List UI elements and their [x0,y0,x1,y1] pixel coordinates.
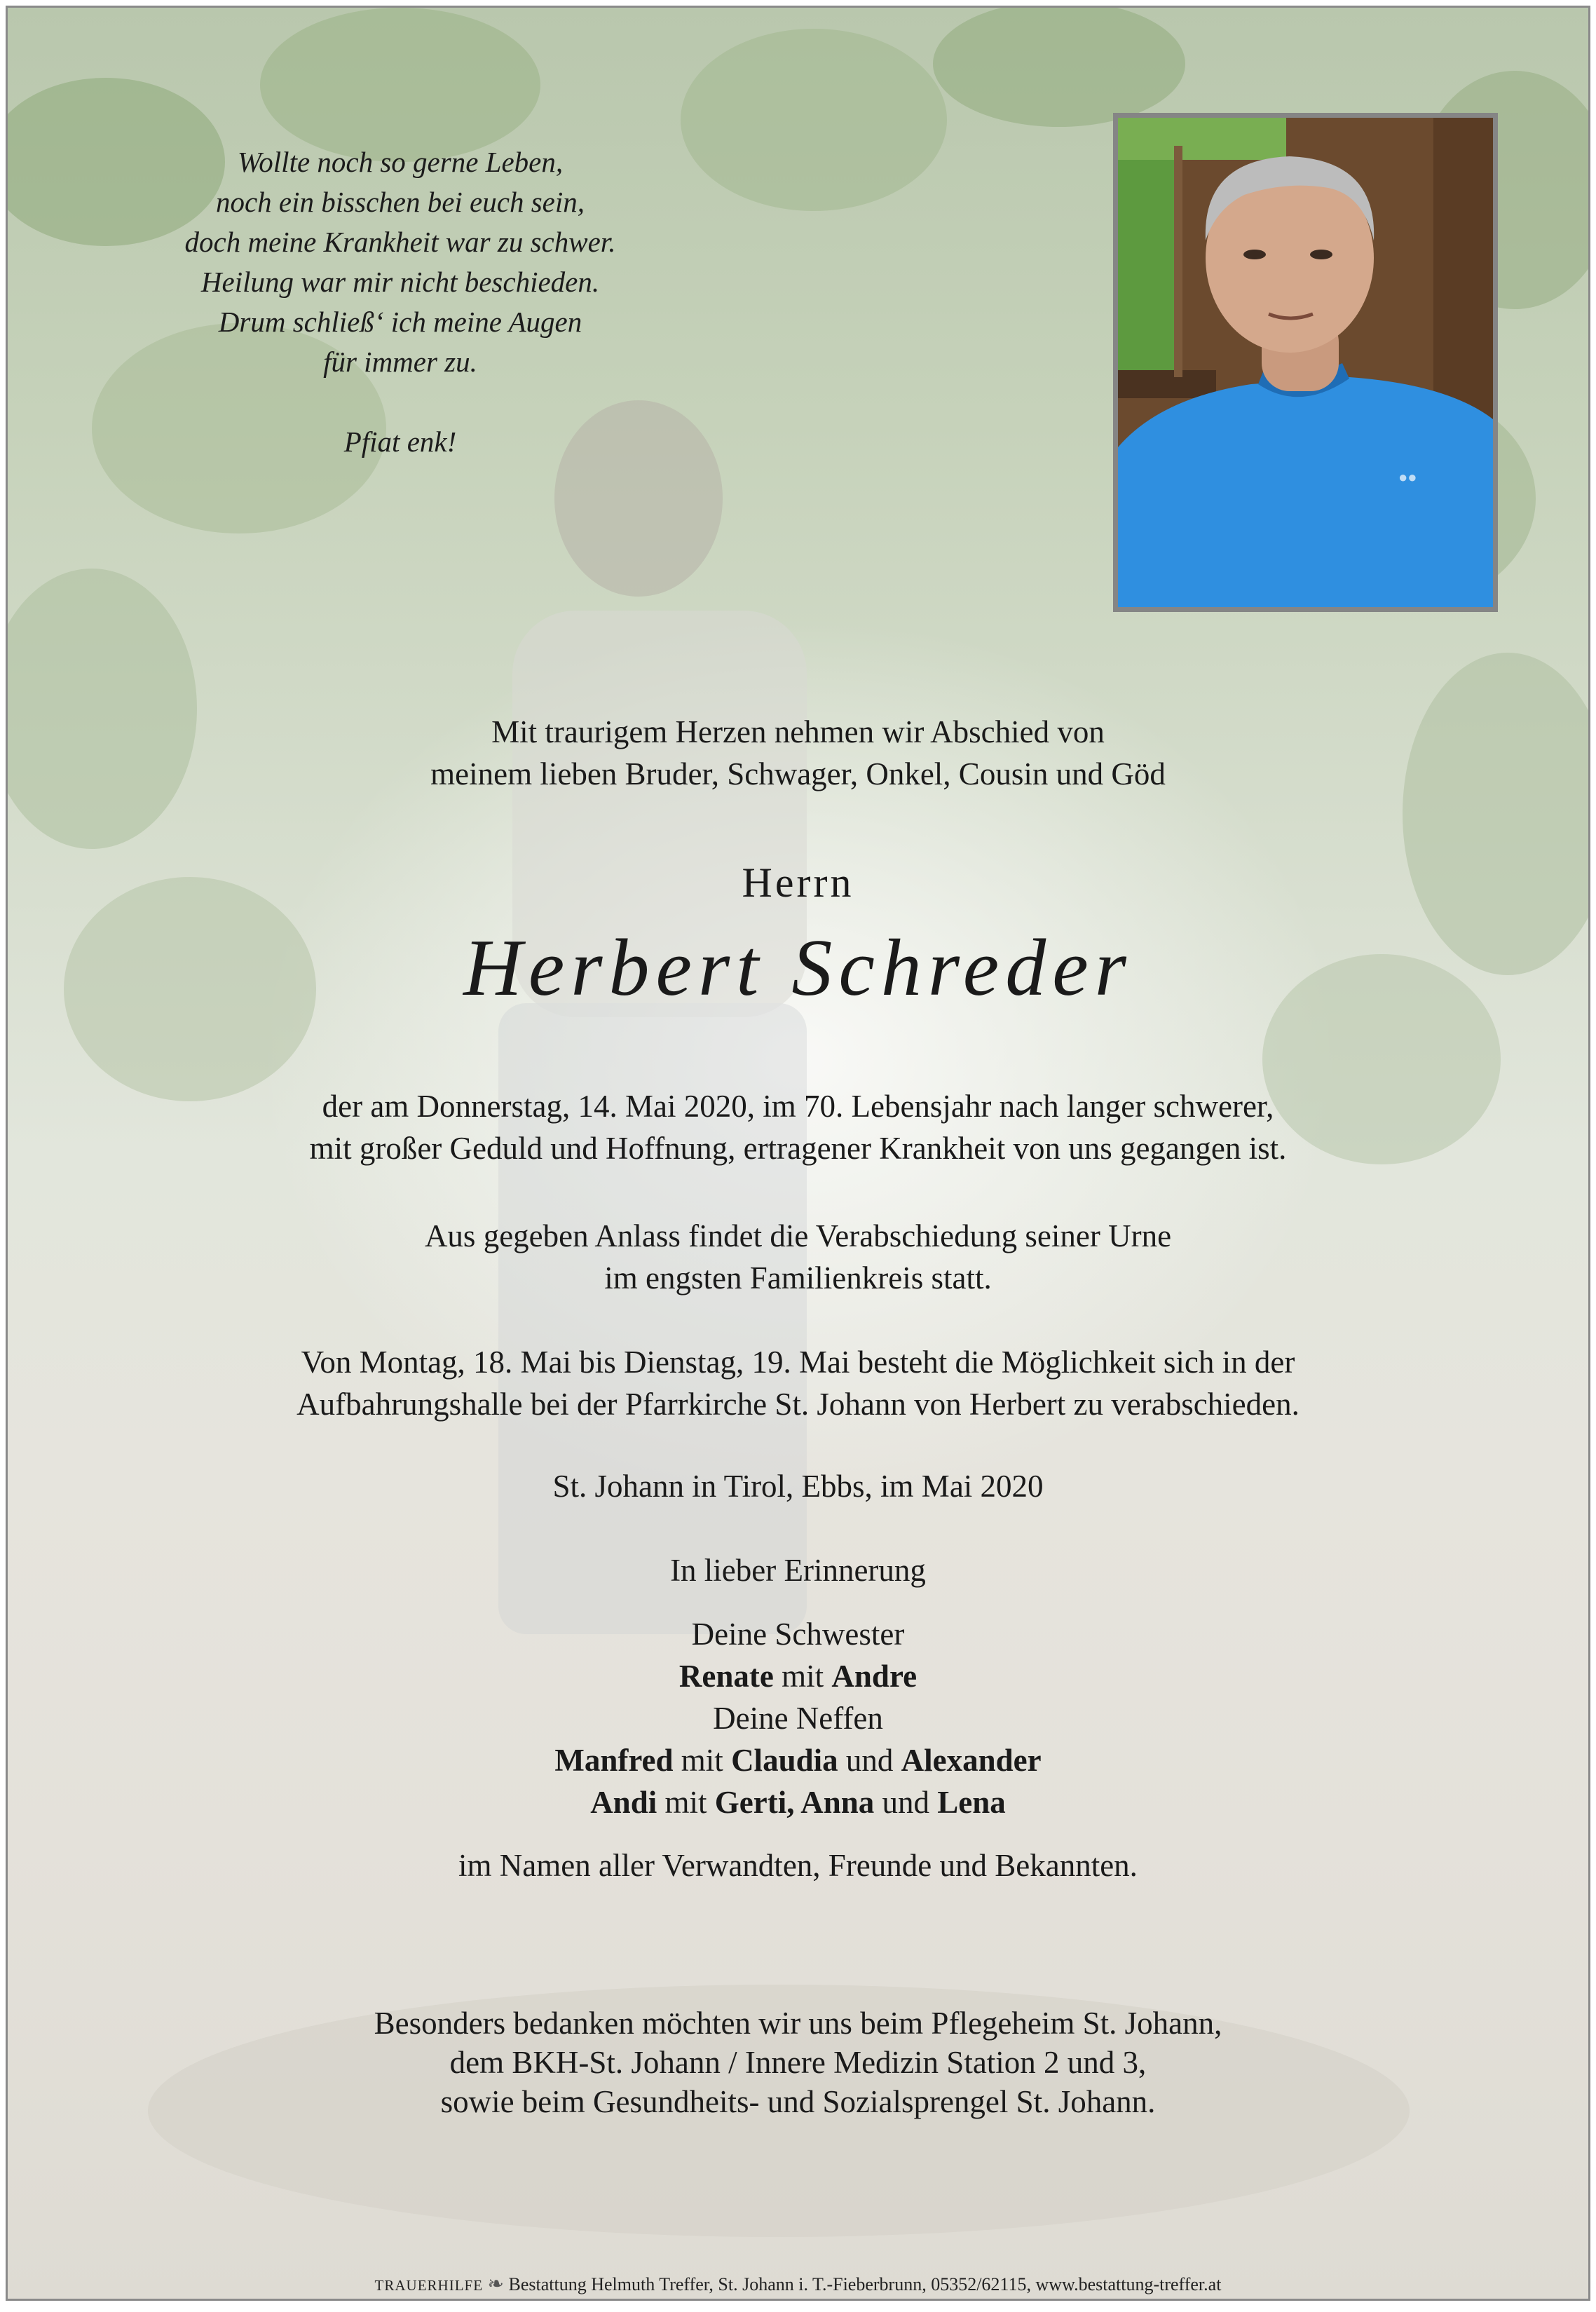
poem-line: Drum schließ‘ ich meine Augen [218,306,582,338]
nephew-partner: Claudia [731,1743,838,1778]
sister-partner: Andre [831,1659,918,1694]
sister-label: Deine Schwester [691,1617,905,1652]
sister-line [8,1655,1588,1697]
poem-line: Heilung war mir nicht beschieden. [200,266,600,298]
portrait-photo [1113,113,1498,612]
connector-word: mit [782,1659,824,1694]
nephew-child: Lena [937,1785,1006,1820]
dove-icon: ❧ [487,2273,505,2295]
footer-brand: TRAUERHILFE [374,2277,484,2294]
poem-line: für immer zu. [323,346,477,378]
nephew-name: Andi [590,1785,657,1820]
viewing-line: Aufbahrungshalle bei der Pfarrkirche St. Johann von Herbert zu verabschieden. [296,1387,1300,1422]
intro-line: meinem lieben Bruder, Schwager, Onkel, Cousin und Göd [430,756,1166,791]
nephew-name: Manfred [554,1743,674,1778]
ceremony-line: im engsten Familienkreis statt. [604,1260,992,1296]
intro-line: Mit traurigem Herzen nehmen wir Abschied von [491,714,1105,749]
obituary-page [6,6,1590,2301]
poem [92,142,709,462]
portrait-illustration [1118,118,1493,607]
deceased-name: Herbert Schreder [463,923,1133,1013]
poem-line: noch ein bisschen bei euch sein, [215,186,585,218]
poem-closing: Pfiat enk! [343,426,457,458]
sister-name: Renate [678,1659,774,1694]
footer-info: Bestattung Helmuth Treffer, St. Johann i. T.-Fieberbrunn, 05352/62115, www.bestattung-treffer.at [508,2274,1222,2294]
place-date: St. Johann in Tirol, Ebbs, im Mai 2020 [552,1469,1044,1504]
nephews-label: Deine Neffen [713,1701,883,1736]
salutation: Herrn [742,859,854,906]
thanks-line: sowie beim Gesundheits- und Sozialsprengel St. Johann. [440,2084,1156,2119]
relatives-line: im Namen aller Verwandten, Freunde und Bekannten. [458,1848,1138,1883]
svg-text:●●: ●● [1398,468,1417,486]
poem-line: doch meine Krankheit war zu schwer. [184,226,616,258]
nephew-line [8,1781,1588,1823]
thanks-line: Besonders bedanken möchten wir uns beim Pflegeheim St. Johann, [374,2006,1222,2041]
death-notice-line: der am Donnerstag, 14. Mai 2020, im 70. Lebensjahr nach langer schwerer, [322,1089,1274,1124]
nephew-partner: Gerti, Anna [714,1785,875,1820]
connector-word: und [882,1785,930,1820]
footer [8,2273,1588,2297]
viewing-line: Von Montag, 18. Mai bis Dienstag, 19. Mai besteht die Möglichkeit sich in der [301,1345,1295,1380]
thanks-line: dem BKH-St. Johann / Innere Medizin Station 2 und 3, [449,2045,1147,2080]
poem-line: Wollte noch so gerne Leben, [237,146,564,178]
death-notice-line: mit großer Geduld und Hoffnung, ertragener Krankheit von uns gegangen ist. [309,1131,1287,1166]
connector-word: und [845,1743,894,1778]
nephew-child: Alexander [901,1743,1042,1778]
poem-gap [92,382,709,422]
nephew-line [8,1739,1588,1781]
connector-word: mit [681,1743,723,1778]
connector-word: mit [664,1785,707,1820]
remembrance: In lieber Erinnerung [670,1553,926,1588]
ceremony-line: Aus gegeben Anlass findet die Verabschiedung seiner Urne [424,1218,1172,1253]
